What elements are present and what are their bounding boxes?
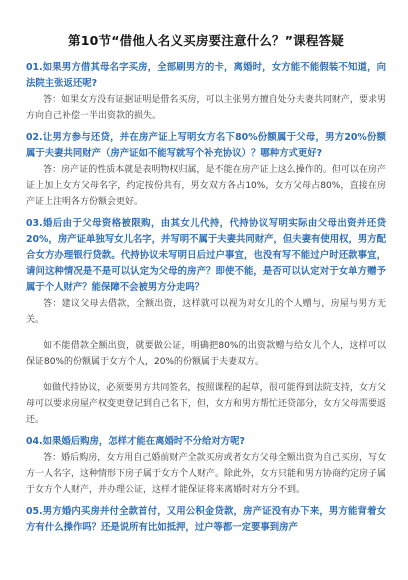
answer-3-para-1: 答：建议父母去借款，全额出资，这样就可以视为对女儿的个人赠与，房屋与男方无关。: [26, 299, 386, 325]
question-1: 01.如果男方借其母名字买房，全部刷男方的卡，离婚时，女方能不能假装不知道，向法院主张返还呢?: [26, 62, 386, 89]
qa-item-2: [26, 130, 386, 210]
answer-1: 答：如果女方没有证据证明是借名买房，可以主张男方擅自处分夫妻共同财产，要求男方向自己补偿一半出资款的损失。: [26, 95, 386, 121]
question-4: 04.如果婚后购房，怎样才能在离婚时不分给对方呢?: [26, 436, 245, 447]
question-2: 02.让男方参与还贷，并在房产证上写明女方名下80%份额属于父母，男方20%份额属于夫妻共同财产（房产证如不能写就写个补充协议）？哪种方式更好?: [26, 132, 386, 159]
page-title: 第10节“借他人名义买房要注意什么？”课程答疑: [68, 33, 344, 48]
answer-3-para-2: 如不能借款全额出资，就要做公证，明确把80%的出资款赠与给女儿个人，这样可以保证80%的份额属于女方个人，20%的份额属于夫妻双方。: [26, 341, 386, 367]
qa-item-3: [26, 216, 386, 428]
qa-item-5: [26, 504, 386, 536]
answer-2: 答：房产证的性质本就是表明物权归属，是不能在房产证上这么操作的。但可以在房产证上加上女方父母名字，约定按份共有，男女双方各占10%，女方父母占80%，直接在房产证上注明各方份额会更好。: [26, 165, 386, 207]
answer-4: 答：婚后购房，女方用自己婚前财产全款买房或者女方父母全额出资为自己买房，写女方一人名字，这种情形下房子属于女方个人财产。除此外，女方只能和男方协商约定房子属于女方个人财产，并办理公证，这样才能保证将来离婚时对方分不到。: [26, 453, 387, 495]
question-3: 03.婚后由于父母资格被限购，由其女儿代持，代持协议写明实际由父母出资并还贷20%，房产证单独写女儿名字，并写明不属于夫妻共同财产，但夫妻有使用权，男方配合女方办理银行贷款。代持协议未写明日后过户事宜，也没有写不能过户时还款事宜，请问这种情况是不是可以认定为父母的房产？即使不能，是否可以认定对于女单方赠予属于个人财产？能保障不会被男方分走吗？: [26, 218, 386, 293]
qa-item-1: [26, 60, 386, 124]
qa-item-4: [26, 434, 386, 498]
answer-3-para-3: 如做代持协议，必须要男方共同签名，按照课程的起草，很可能得到法院支持，女方父母可以要求房屋产权变更登记到自己名下，但，女方和男方帮忙还贷部分，女方父母需要返还。: [26, 383, 387, 425]
question-5: 05.男方婚内买房并付全款首付，又用公积金贷款，房产证没有办下来，男方能背着女方有什么操作吗？还是说所有比如抵押，过户等都一定要事到房产: [26, 506, 386, 533]
